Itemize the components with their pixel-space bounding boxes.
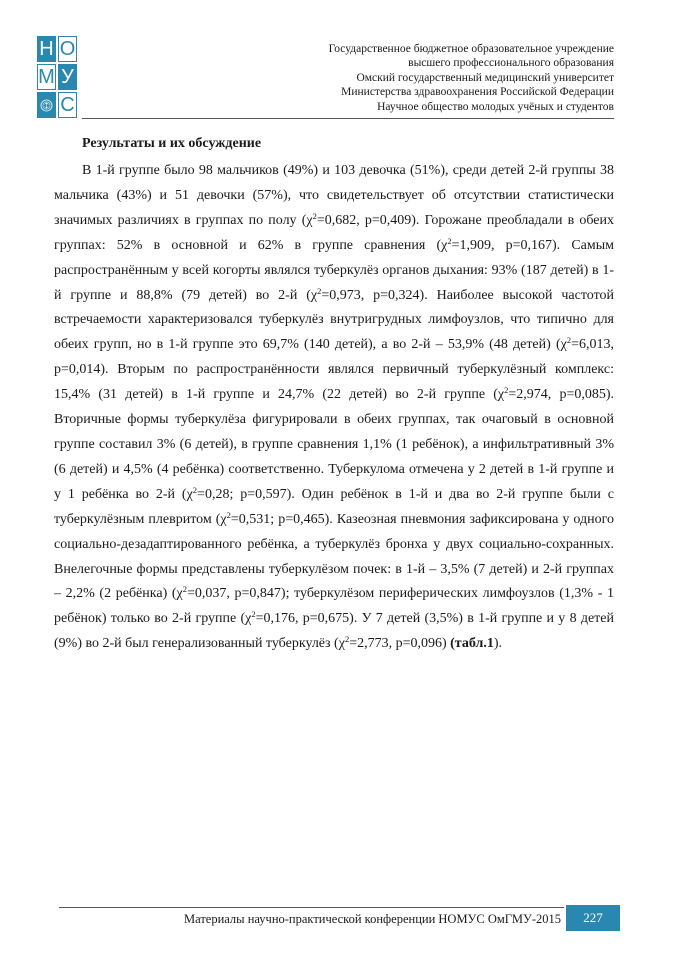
superscript: 2 bbox=[192, 484, 198, 495]
text-run: ). bbox=[493, 636, 503, 652]
superscript: 2 bbox=[317, 285, 322, 296]
superscript: 2 bbox=[504, 385, 509, 396]
header-line: Министерства здравоохранения Российской Федерации bbox=[341, 86, 614, 99]
section-title: Результаты и их обсуждение bbox=[82, 136, 262, 151]
text-run: =1,909, p=0,167). Самым распространённым у всей когорты являлся туберкулёз органов дыхания: 93% (187 детей) в 1-й группе и 88,8% (79 детей) во 2-й (χ bbox=[54, 237, 614, 303]
text-run: =0,682, p=0,409). Горожане преобладали в обеих группах: 52% в основной и 62% в группе сравнения (χ bbox=[54, 212, 614, 253]
text-run: =0,037, p=0,847); туберкулёзом периферических лимфоузлов (1,3% - 1 ребёнок) только во 2-й группе (χ bbox=[54, 586, 614, 627]
text-run: =0,973, p=0,324). Наиболее высокой частотой встречаемости характеризовался туберкулёз внутригрудных лимфоузлов, что типично для обеих групп, но в 1-й группе это 69,7% (140 детей), а во 2-й – 53,9% (48 детей) (χ bbox=[54, 287, 614, 353]
footer-conference-title: Материалы научно-практической конференции НОМУС ОмГМУ-2015 bbox=[183, 912, 561, 926]
text-run: =0,531; p=0,465). Казеозная пневмония зафиксирована у одного социально-дезадаптированного ребёнка, а туберкулёз бронха у двух социально-сохранных. Внелегочные формы представлены туберкулёзом почек: в 1-й – 3,5% (7 детей) и 2-й группах – 2,2% (2 ребёнка) (χ bbox=[54, 511, 615, 602]
institution-header bbox=[329, 42, 614, 114]
superscript: 2 bbox=[182, 584, 187, 595]
header-divider bbox=[82, 118, 614, 119]
header-line: Омский государственный медицинский университет bbox=[356, 71, 614, 84]
superscript: 2 bbox=[312, 210, 317, 221]
table-reference: (табл.1 bbox=[450, 636, 494, 652]
text-run: =0,176, p=0,675). У 7 детей (3,5%) в 1-й группе и у 8 детей (9%) во 2-й был генерализованный туберкулёз (χ bbox=[54, 611, 614, 652]
superscript: 2 bbox=[566, 335, 572, 346]
text-run: =2,974, p=0,085). Вторичные формы туберкулёза фигурировали в обеих группах, так очаговый в основной группе составил 3% (6 детей), в группе сравнения 1,1% (1 ребёнок), а инфильтративный 3% (6 детей) и 4,5% (4 ребёнка) соответственно. Туберкулома отмечена у 2 детей в 1-й группе и у 1 ребёнка во 2-й (χ bbox=[54, 387, 615, 502]
text-run: =6,013, p=0,014). Вторым по распространённости являлся первичный туберкулёзный комплекс: 15,4% (31 детей) в 1-й группе и 24,7% (22 детей) во 2-й группе (χ bbox=[54, 337, 614, 403]
superscript: 2 bbox=[251, 609, 256, 620]
footer-divider bbox=[59, 907, 564, 908]
logo-letter-m: М bbox=[38, 66, 55, 88]
header-line: высшего профессионального образования bbox=[408, 57, 614, 70]
nomus-logo bbox=[37, 36, 78, 117]
logo-letter-n: Н bbox=[37, 36, 56, 62]
seal-emblem-icon bbox=[37, 92, 56, 118]
results-paragraph bbox=[54, 159, 614, 657]
logo-letter-u: У bbox=[58, 64, 77, 90]
header-line: Государственное бюджетное образовательное учреждение bbox=[328, 43, 614, 55]
logo-letter-s: С bbox=[58, 92, 77, 118]
superscript: 2 bbox=[344, 634, 350, 645]
logo-letter-o: О bbox=[59, 38, 76, 60]
text-run: =0,28; p=0,597). Один ребёнок в 1-й и два во 2-й группе были с туберкулёзным плевритом (χ bbox=[54, 486, 614, 527]
superscript: 2 bbox=[447, 235, 452, 246]
page-number: 227 bbox=[566, 905, 620, 931]
superscript: 2 bbox=[226, 509, 231, 520]
header-line: Научное общество молодых учёных и студентов bbox=[377, 100, 614, 113]
text-run: =2,773, p=0,096) bbox=[349, 636, 451, 652]
text-run: В 1-й группе было 98 мальчиков (49%) и 103 девочка (51%), среди детей 2-й группы 38 мальчика (43%) и 51 девочки (57%), что свидетельствует об отсутствии статистически значимых различиях в группах по полу (χ bbox=[54, 163, 614, 228]
